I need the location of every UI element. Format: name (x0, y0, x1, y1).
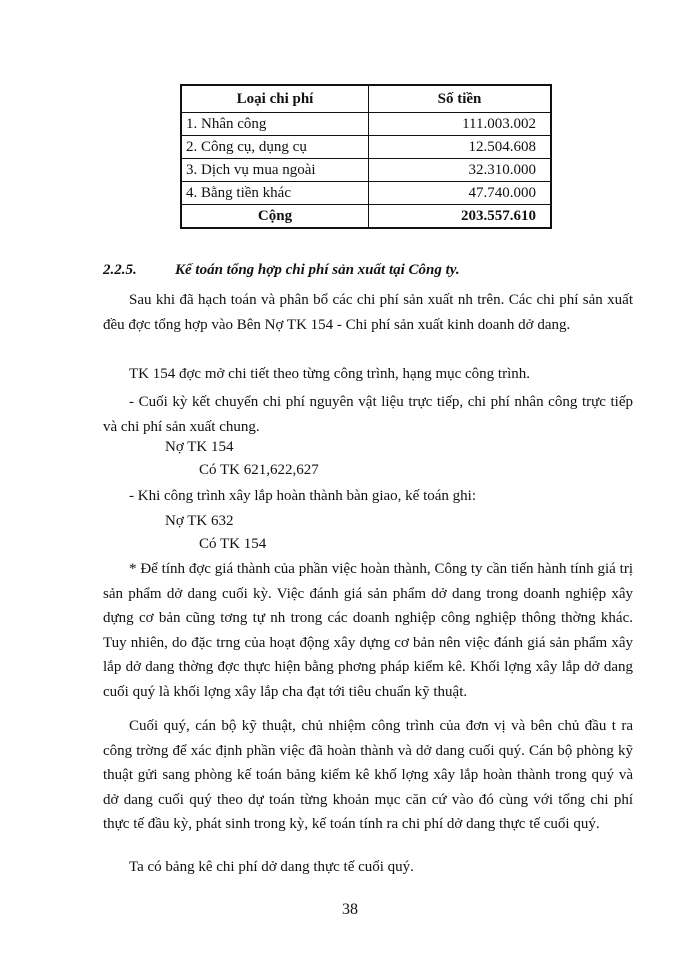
paragraph-6: Cuối quý, cán bộ kỹ thuật, chủ nhiệm công trình của đơn vị và bên chủ đầu t ra công trờng để xác định phần việc đã hoàn thành và dở dang cuối quý. Cán bộ phòng kỹ thuật gửi sang phòng kế toán bảng kiểm kê khố lợng xây lắp hoàn thành trong quý và dở dang cuối quý theo dự toán từng khoản mục căn cứ vào đó cùng với tổng chi phí thực tế đầu kỳ, phát sinh trong kỳ, kế toán tính ra chi phí dở dang thực tế cuối quý. (103, 718, 633, 832)
section-title: Kế toán tổng hợp chi phí sản xuất tại Công ty. (175, 262, 460, 278)
journal-entry-2-credit: Có TK 154 (199, 536, 267, 552)
table-total-row (181, 205, 551, 229)
row-amount: 47.740.000 (369, 182, 552, 205)
row-name: 2. Công cụ, dụng cụ (181, 136, 369, 159)
header-cost-type: Loại chi phí (181, 85, 369, 113)
total-label: Cộng (181, 205, 369, 229)
paragraph-5: * Để tính đợc giá thành của phần việc hoàn thành, Công ty cần tiến hành tính giá trị sản phẩm dở dang cuối kỳ. Việc đánh giá sản phẩm dở dang trong doanh nghiệp xây dựng cơ bản cũng tơng tự nh trong các doanh nghiệp công nghiệp thông thờng khác. Tuy nhiên, do đặc trng của hoạt động xây dựng cơ bản nên việc đánh giá sản phẩm xây lắp dở dang thờng đợc thực hiện bằng phơng pháp kiểm kê. Khối lợng xây lắp dở dang cuối quý là khối lợng xây lắp cha đạt tới tiêu chuẩn kỹ thuật. (103, 561, 633, 700)
paragraph-2: TK 154 đợc mở chi tiết theo từng công trình, hạng mục công trình. (129, 366, 531, 382)
section-number: 2.2.5. (103, 262, 137, 278)
table-row (181, 136, 551, 159)
row-amount: 111.003.002 (369, 113, 552, 136)
row-amount: 12.504.608 (369, 136, 552, 159)
row-name: 3. Dịch vụ mua ngoài (181, 159, 369, 182)
page-number: 38 (342, 901, 358, 918)
journal-entry-1-debit: Nợ TK 154 (165, 439, 234, 455)
paragraph-7: Ta có bảng kê chi phí dở dang thực tế cuối quý. (129, 859, 414, 875)
table-row (181, 182, 551, 205)
total-amount: 203.557.610 (369, 205, 552, 229)
row-name: 1. Nhân công (181, 113, 369, 136)
journal-entry-1-credit: Có TK 621,622,627 (199, 462, 319, 478)
paragraph-3: - Cuối kỳ kết chuyển chi phí nguyên vật liệu trực tiếp, chi phí nhân công trực tiếp và chi phí sản xuất chung. (103, 394, 633, 435)
journal-entry-2-debit: Nợ TK 632 (165, 513, 234, 529)
row-name: 4. Bằng tiền khác (181, 182, 369, 205)
table-header-row (181, 85, 551, 113)
header-amount: Số tiền (369, 85, 552, 113)
paragraph-1: Sau khi đã hạch toán và phân bổ các chi phí sản xuất nh trên. Các chi phí sản xuất đều đợc tổng hợp vào Bên Nợ TK 154 - Chi phí sản xuất kinh doanh dở dang. (103, 292, 633, 333)
cost-table (180, 84, 552, 229)
row-amount: 32.310.000 (369, 159, 552, 182)
table-row (181, 113, 551, 136)
table-row (181, 159, 551, 182)
section-heading (103, 262, 633, 279)
paragraph-4: - Khi công trình xây lắp hoàn thành bàn giao, kế toán ghi: (129, 488, 476, 504)
